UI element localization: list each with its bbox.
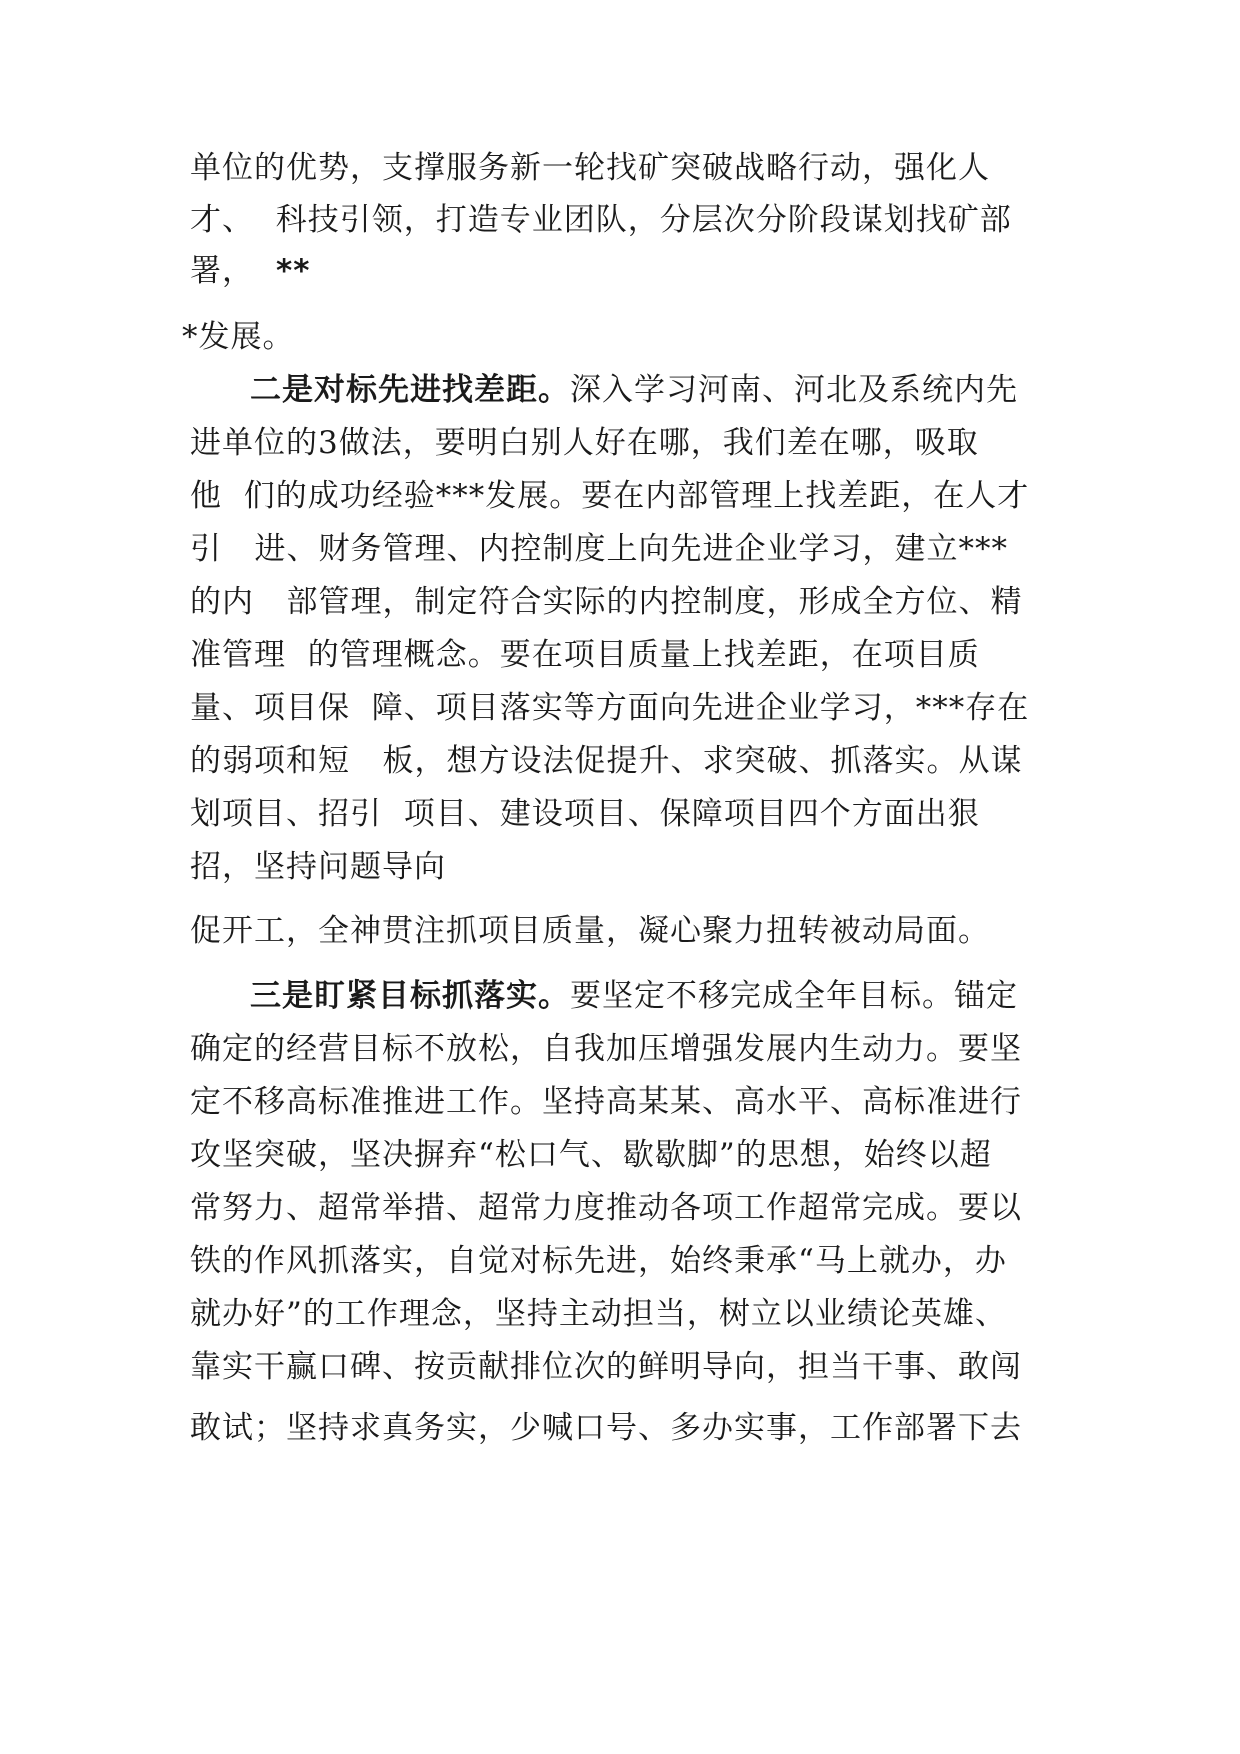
text-line: 他 们的成功经验***发展。要在内部管理上找差距，在人才 [190,478,1030,514]
text-line: 促开工，全神贯注抓项目质量，凝心聚力扭转被动局面。 [190,913,990,949]
section-text: 要坚定不移完成全年目标。锚定 [570,978,1018,1014]
text-line: 准管理 的管理概念。要在项目质量上找差距，在项目质 [190,637,980,673]
text-line: 的弱项和短 板，想方设法促提升、求突破、抓落实。从谋 [190,743,1023,779]
text-line: 才、 科技引领，打造专业团队，分层次分阶段谋划找矿部 [190,202,1012,238]
text-line: 攻坚突破，坚决摒弃“松口气、歇歇脚”的思想，始终以超 [190,1137,992,1173]
text-line: 敢试；坚持求真务实，少喊口号、多办实事，工作部署下去 [190,1410,1022,1446]
text-line: 确定的经营目标不放松，自我加压增强发展内生动力。要坚 [190,1031,1022,1067]
section-text: 深入学习河南、河北及系统内先 [570,372,1018,408]
text-line [190,251,310,291]
text-line: 的内 部管理，制定符合实际的内控制度，形成全方位、精 [190,584,1023,620]
text-line: 招，坚持问题导向 [190,849,446,885]
text-line: *发展。 [182,319,295,355]
text-line: 定不移高标准推进工作。坚持高某某、高水平、高标准进行 [190,1084,1022,1120]
text-line: 量、项目保 障、项目落实等方面向先进企业学习，***存在 [190,690,1030,726]
text-line: 划项目、招引 项目、建设项目、保障项目四个方面出狠 [190,796,980,832]
section-heading: 三是盯紧目标抓落实。 [250,978,570,1014]
section-heading: 二是对标先进找差距。 [250,372,570,408]
text-line: 引 进、财务管理、内控制度上向先进企业学习，建立*** [190,531,1009,567]
text-line: 进单位的3做法，要明白别人好在哪，我们差在哪，吸取 [190,425,979,461]
text-line: 靠实干赢口碑、按贡献排位次的鲜明导向，担当干事、敢闯 [190,1349,1022,1385]
text-fragment: 署， [190,253,254,289]
text-line: 常努力、超常举措、超常力度推动各项工作超常完成。要以 [190,1190,1022,1226]
text-line: 铁的作风抓落实，自觉对标先进，始终秉承“马上就办，办 [190,1243,1007,1279]
text-line: 就办好”的工作理念，坚持主动担当，树立以业绩论英雄、 [190,1296,1007,1332]
redaction-marks: ** [276,253,311,289]
section-first-line [250,976,1018,1016]
section-first-line [250,370,1018,410]
text-line: 单位的优势，支撑服务新一轮找矿突破战略行动，强化人 [190,150,990,186]
